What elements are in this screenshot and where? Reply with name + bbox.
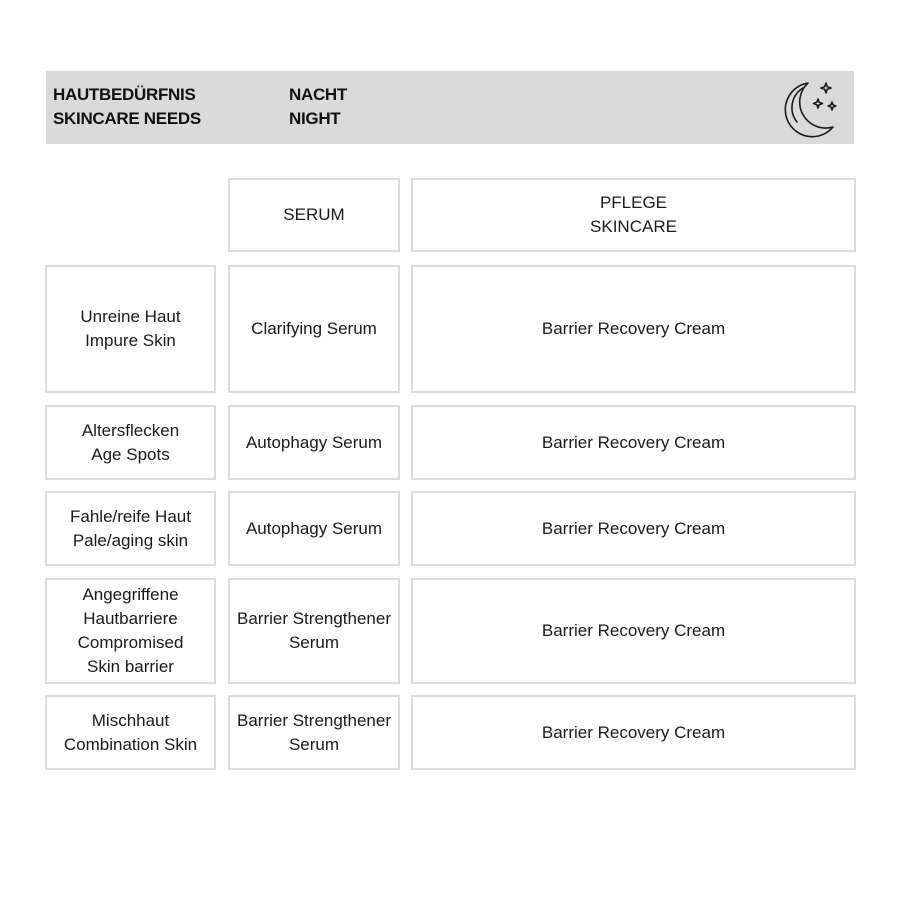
care-cell-compromised-barrier (411, 578, 856, 684)
need-line: Combination Skin (63, 734, 198, 754)
need-cell-combination-skin (45, 695, 216, 770)
header-night-en: NIGHT (289, 109, 341, 128)
serum-line: Autophagy Serum (245, 518, 383, 538)
serum-line: Serum (288, 633, 340, 652)
care-cell-age-spots (411, 405, 856, 480)
need-line: Compromised (77, 633, 184, 652)
header-night-label (289, 83, 347, 131)
care-cell-impure-skin (411, 265, 856, 393)
serum-line: Autophagy Serum (245, 432, 383, 452)
care-cell-pale-aging (411, 491, 856, 566)
header-needs-de: HAUTBEDÜRFNIS (53, 85, 196, 104)
need-cell-compromised-barrier (45, 578, 216, 684)
need-cell-age-spots (45, 405, 216, 480)
column-serum-label: SERUM (283, 205, 345, 224)
need-line: Pale/aging skin (72, 530, 189, 550)
serum-line: Clarifying Serum (251, 319, 377, 338)
need-line: Age Spots (91, 444, 170, 464)
need-line: Mischhaut (91, 710, 170, 730)
header-bar (46, 71, 854, 144)
serum-line: Barrier Strengthener (236, 609, 392, 628)
serum-cell-compromised-barrier (228, 578, 400, 684)
serum-line: Barrier Strengthener (236, 710, 392, 730)
moon-stars-icon (778, 77, 842, 141)
column-header-serum (228, 178, 400, 252)
care-line: Barrier Recovery Cream (541, 722, 726, 742)
serum-cell-age-spots (228, 405, 400, 480)
care-line: Barrier Recovery Cream (541, 518, 726, 538)
column-care-en: SKINCARE (590, 217, 677, 236)
header-needs-en: SKINCARE NEEDS (53, 109, 201, 128)
header-needs-label (53, 83, 201, 131)
serum-cell-pale-aging (228, 491, 400, 566)
care-line: Barrier Recovery Cream (541, 432, 726, 452)
need-line: Skin barrier (87, 657, 174, 676)
serum-cell-impure-skin (228, 265, 400, 393)
need-line: Altersflecken (81, 420, 180, 440)
need-cell-pale-aging (45, 491, 216, 566)
serum-line: Serum (288, 734, 340, 754)
care-line: Barrier Recovery Cream (541, 319, 726, 338)
serum-cell-combination-skin (228, 695, 400, 770)
need-line: Angegriffene (82, 585, 179, 604)
need-line: Fahle/reife Haut (70, 506, 191, 526)
need-line: Hautbarriere (83, 609, 178, 628)
need-line: Unreine Haut (80, 307, 181, 326)
column-care-de: PFLEGE (599, 193, 668, 212)
care-line: Barrier Recovery Cream (541, 621, 726, 640)
need-cell-impure-skin (45, 265, 216, 393)
column-header-skincare (411, 178, 856, 252)
care-cell-combination-skin (411, 695, 856, 770)
need-line: Impure Skin (85, 331, 176, 350)
header-night-de: NACHT (289, 85, 347, 104)
